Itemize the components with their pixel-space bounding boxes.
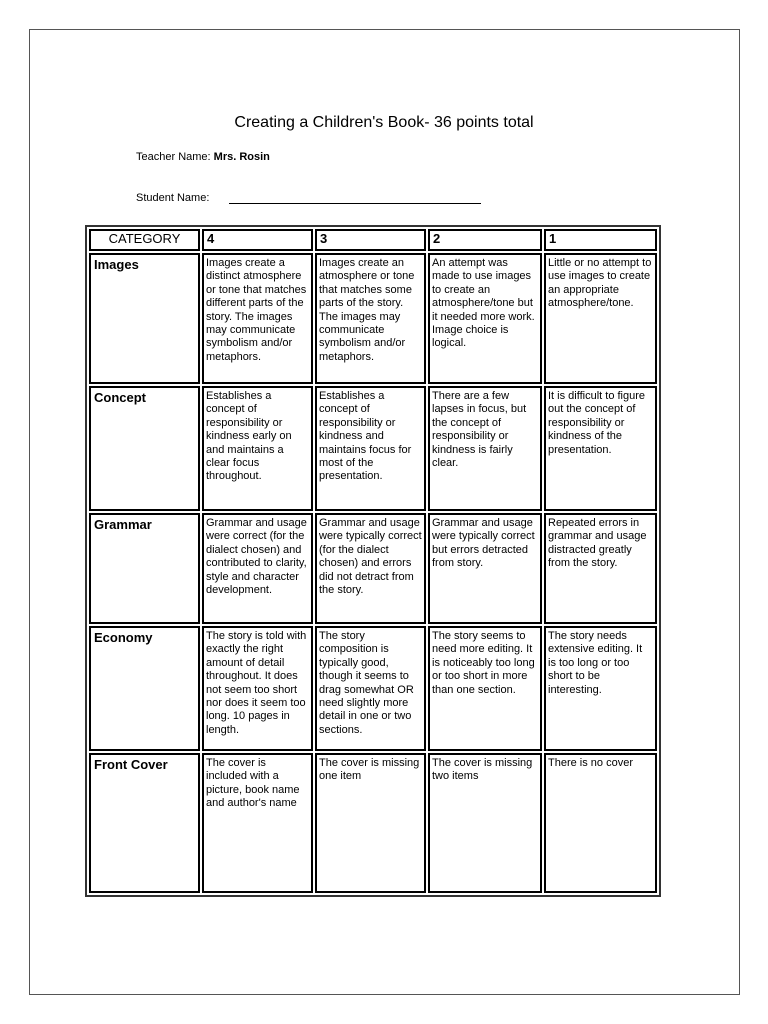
header-score-1: 1	[544, 229, 657, 251]
table-cell: Repeated errors in grammar and usage distracted greatly from the story.	[544, 513, 657, 624]
table-cell: Establishes a concept of responsibility or kindness early on and maintains a clear focus throughout.	[202, 386, 313, 511]
table-cell: Grammar and usage were typically correct (for the dialect chosen) and errors did not detract from the story.	[315, 513, 426, 624]
table-cell: Establishes a concept of responsibility or kindness and maintains focus for most of the presentation.	[315, 386, 426, 511]
table-row	[89, 753, 657, 893]
rubric-table	[85, 225, 661, 897]
table-cell: Grammar and usage were typically correct but errors detracted from story.	[428, 513, 542, 624]
table-cell: Grammar and usage were correct (for the dialect chosen) and contributed to clarity, style and character development.	[202, 513, 313, 624]
table-cell: The cover is missing two items	[428, 753, 542, 893]
student-name-blank	[229, 203, 481, 204]
table-cell: The story is told with exactly the right amount of detail throughout. It does not seem too short nor does it seem too long. 10 pages in length.	[202, 626, 313, 751]
row-label-economy: Economy	[89, 626, 200, 751]
student-line	[136, 192, 209, 204]
header-score-4: 4	[202, 229, 313, 251]
table-row	[89, 386, 657, 511]
table-cell: The cover is included with a picture, book name and author's name	[202, 753, 313, 893]
table-cell: The story seems to need more editing. It is noticeably too long or too short in more than one section.	[428, 626, 542, 751]
document-title: Creating a Children's Book- 36 points total	[234, 114, 534, 131]
header-category: CATEGORY	[89, 229, 200, 251]
table-cell: Images create a distinct atmosphere or tone that matches different parts of the story. The images may communicate symbolism and/or metaphors.	[202, 253, 313, 384]
rubric-header-row	[89, 229, 657, 251]
row-label-front-cover: Front Cover	[89, 753, 200, 893]
teacher-label: Teacher Name:	[136, 151, 211, 163]
table-row	[89, 513, 657, 624]
row-label-grammar: Grammar	[89, 513, 200, 624]
teacher-name: Mrs. Rosin	[213, 151, 270, 163]
student-label: Student Name:	[136, 192, 210, 204]
table-cell: The story composition is typically good, though it seems to drag somewhat OR need slightly more detail in one or two sections.	[315, 626, 426, 751]
header-score-2: 2	[428, 229, 542, 251]
row-label-images: Images	[89, 253, 200, 384]
table-row	[89, 253, 657, 384]
table-cell: There are a few lapses in focus, but the concept of responsibility or kindness is fairly clear.	[428, 386, 542, 511]
row-label-concept: Concept	[89, 386, 200, 511]
table-cell: Images create an atmosphere or tone that matches some parts of the story. The images may communicate symbolism and/or metaphors.	[315, 253, 426, 384]
teacher-line	[136, 151, 270, 163]
table-cell: Little or no attempt to use images to create an appropriate atmosphere/tone.	[544, 253, 657, 384]
table-cell: There is no cover	[544, 753, 657, 893]
table-cell: The cover is missing one item	[315, 753, 426, 893]
table-cell: The story needs extensive editing. It is too long or too short to be interesting.	[544, 626, 657, 751]
table-row	[89, 626, 657, 751]
table-cell: It is difficult to figure out the concept of responsibility or kindness of the presentation.	[544, 386, 657, 511]
table-cell: An attempt was made to use images to create an atmosphere/tone but it needed more work. Image choice is logical.	[428, 253, 542, 384]
header-score-3: 3	[315, 229, 426, 251]
